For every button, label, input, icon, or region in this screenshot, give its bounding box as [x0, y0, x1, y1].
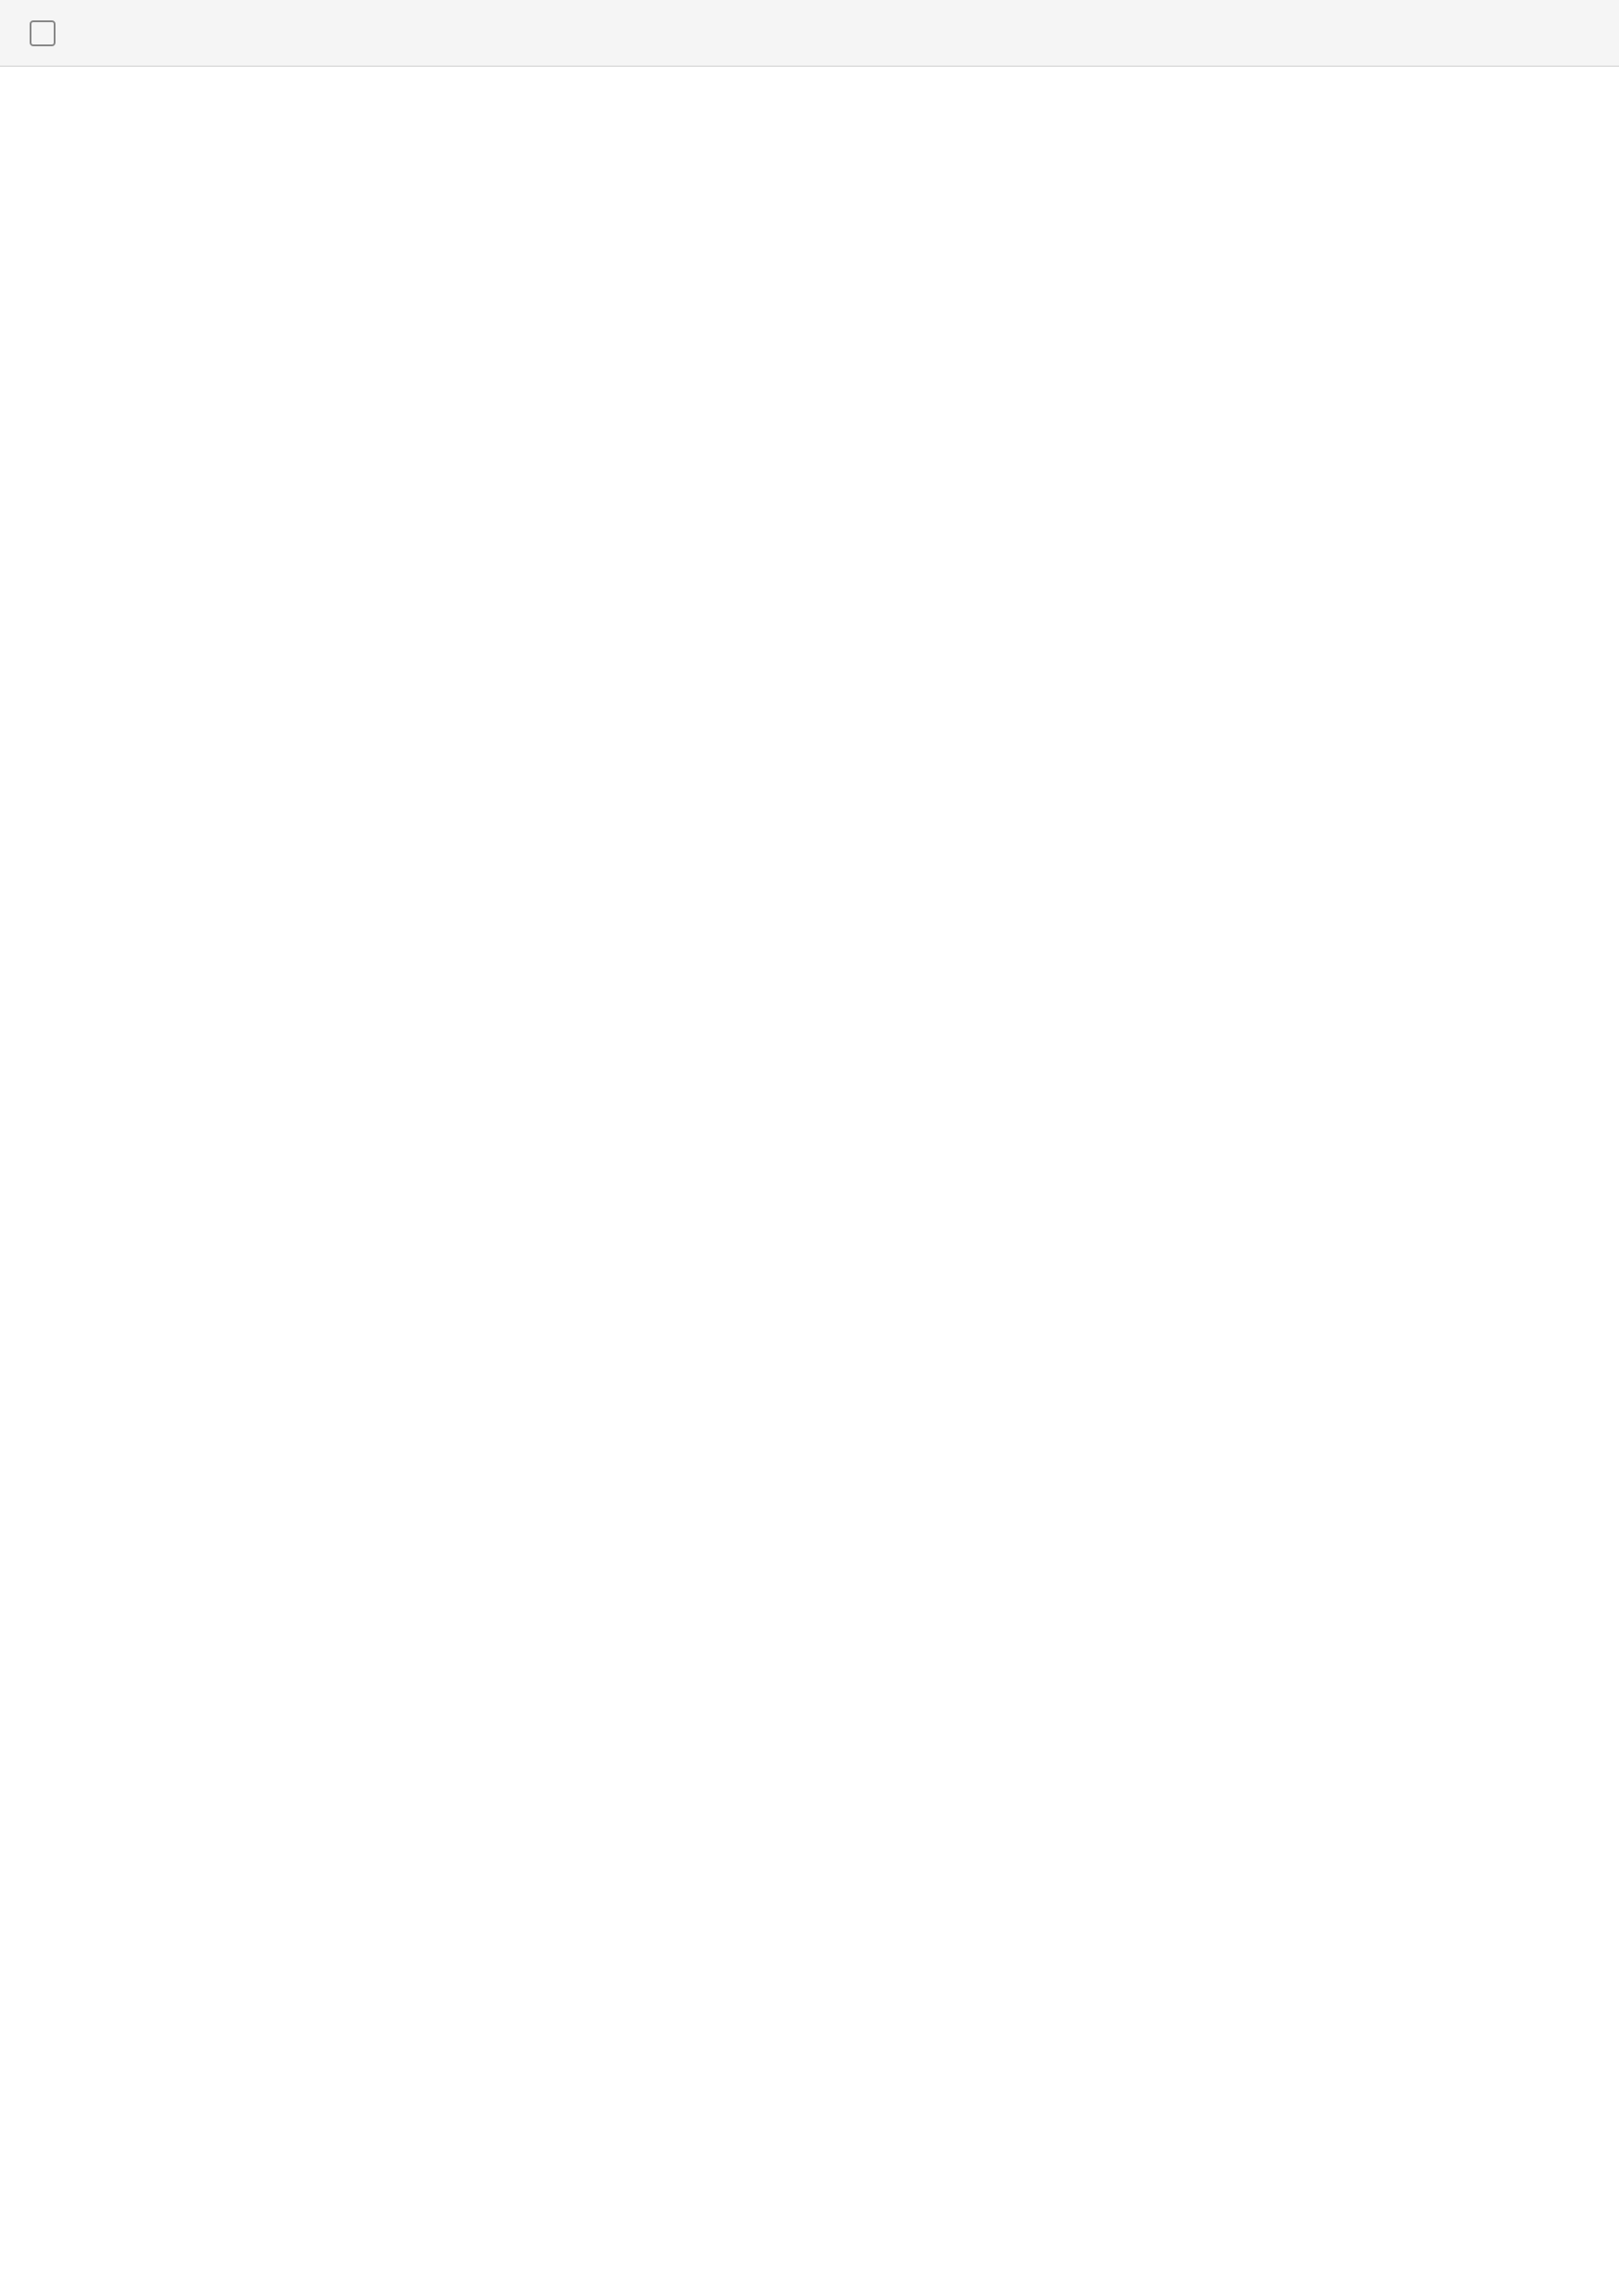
- top-bar: [0, 0, 1619, 67]
- app-icon: [30, 20, 56, 46]
- page-heading: [44, 111, 1575, 148]
- main-content: [0, 67, 1619, 241]
- page-body-text: [44, 170, 1575, 196]
